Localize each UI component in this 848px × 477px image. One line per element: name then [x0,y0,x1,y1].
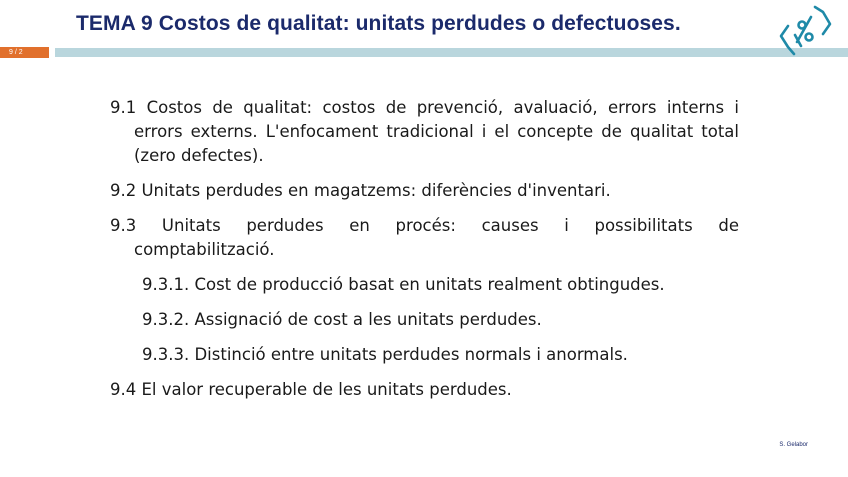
title-underline-bar [55,48,848,57]
topic-list [110,96,739,402]
sub-item-9-3-2: 9.3.2. Assignació de cost a les unitats perdudes. [142,310,542,329]
list-item-9-3: 9.3 Unitats perdudes en procés: causes i possibilitats de [110,216,739,235]
list-item-9-3-continuation: comptabilització. [134,240,275,259]
quality-percent-logo-icon [775,2,841,58]
list-item-9-4: 9.4 El valor recuperable de les unitats perdudes. [110,380,512,399]
sub-item-9-3-3: 9.3.3. Distinció entre unitats perdudes normals i anormals. [142,345,628,364]
slide-title: TEMA 9 Costos de qualitat: unitats perdudes o defectuoses. [76,12,681,35]
list-item-9-2: 9.2 Unitats perdudes en magatzems: diferències d'inventari. [110,181,611,200]
author-credit: S. Gelabor [779,442,808,448]
list-item-9-1: 9.1 Costos de qualitat: costos de prevenció, avaluació, errors interns i errors externs. L'enfocament tradicional i el concepte de qualitat total (zero defectes). [110,98,739,165]
page-number-badge: 9 / 2 [0,47,49,58]
sub-item-9-3-1: 9.3.1. Cost de producció basat en unitats realment obtingudes. [142,275,665,294]
